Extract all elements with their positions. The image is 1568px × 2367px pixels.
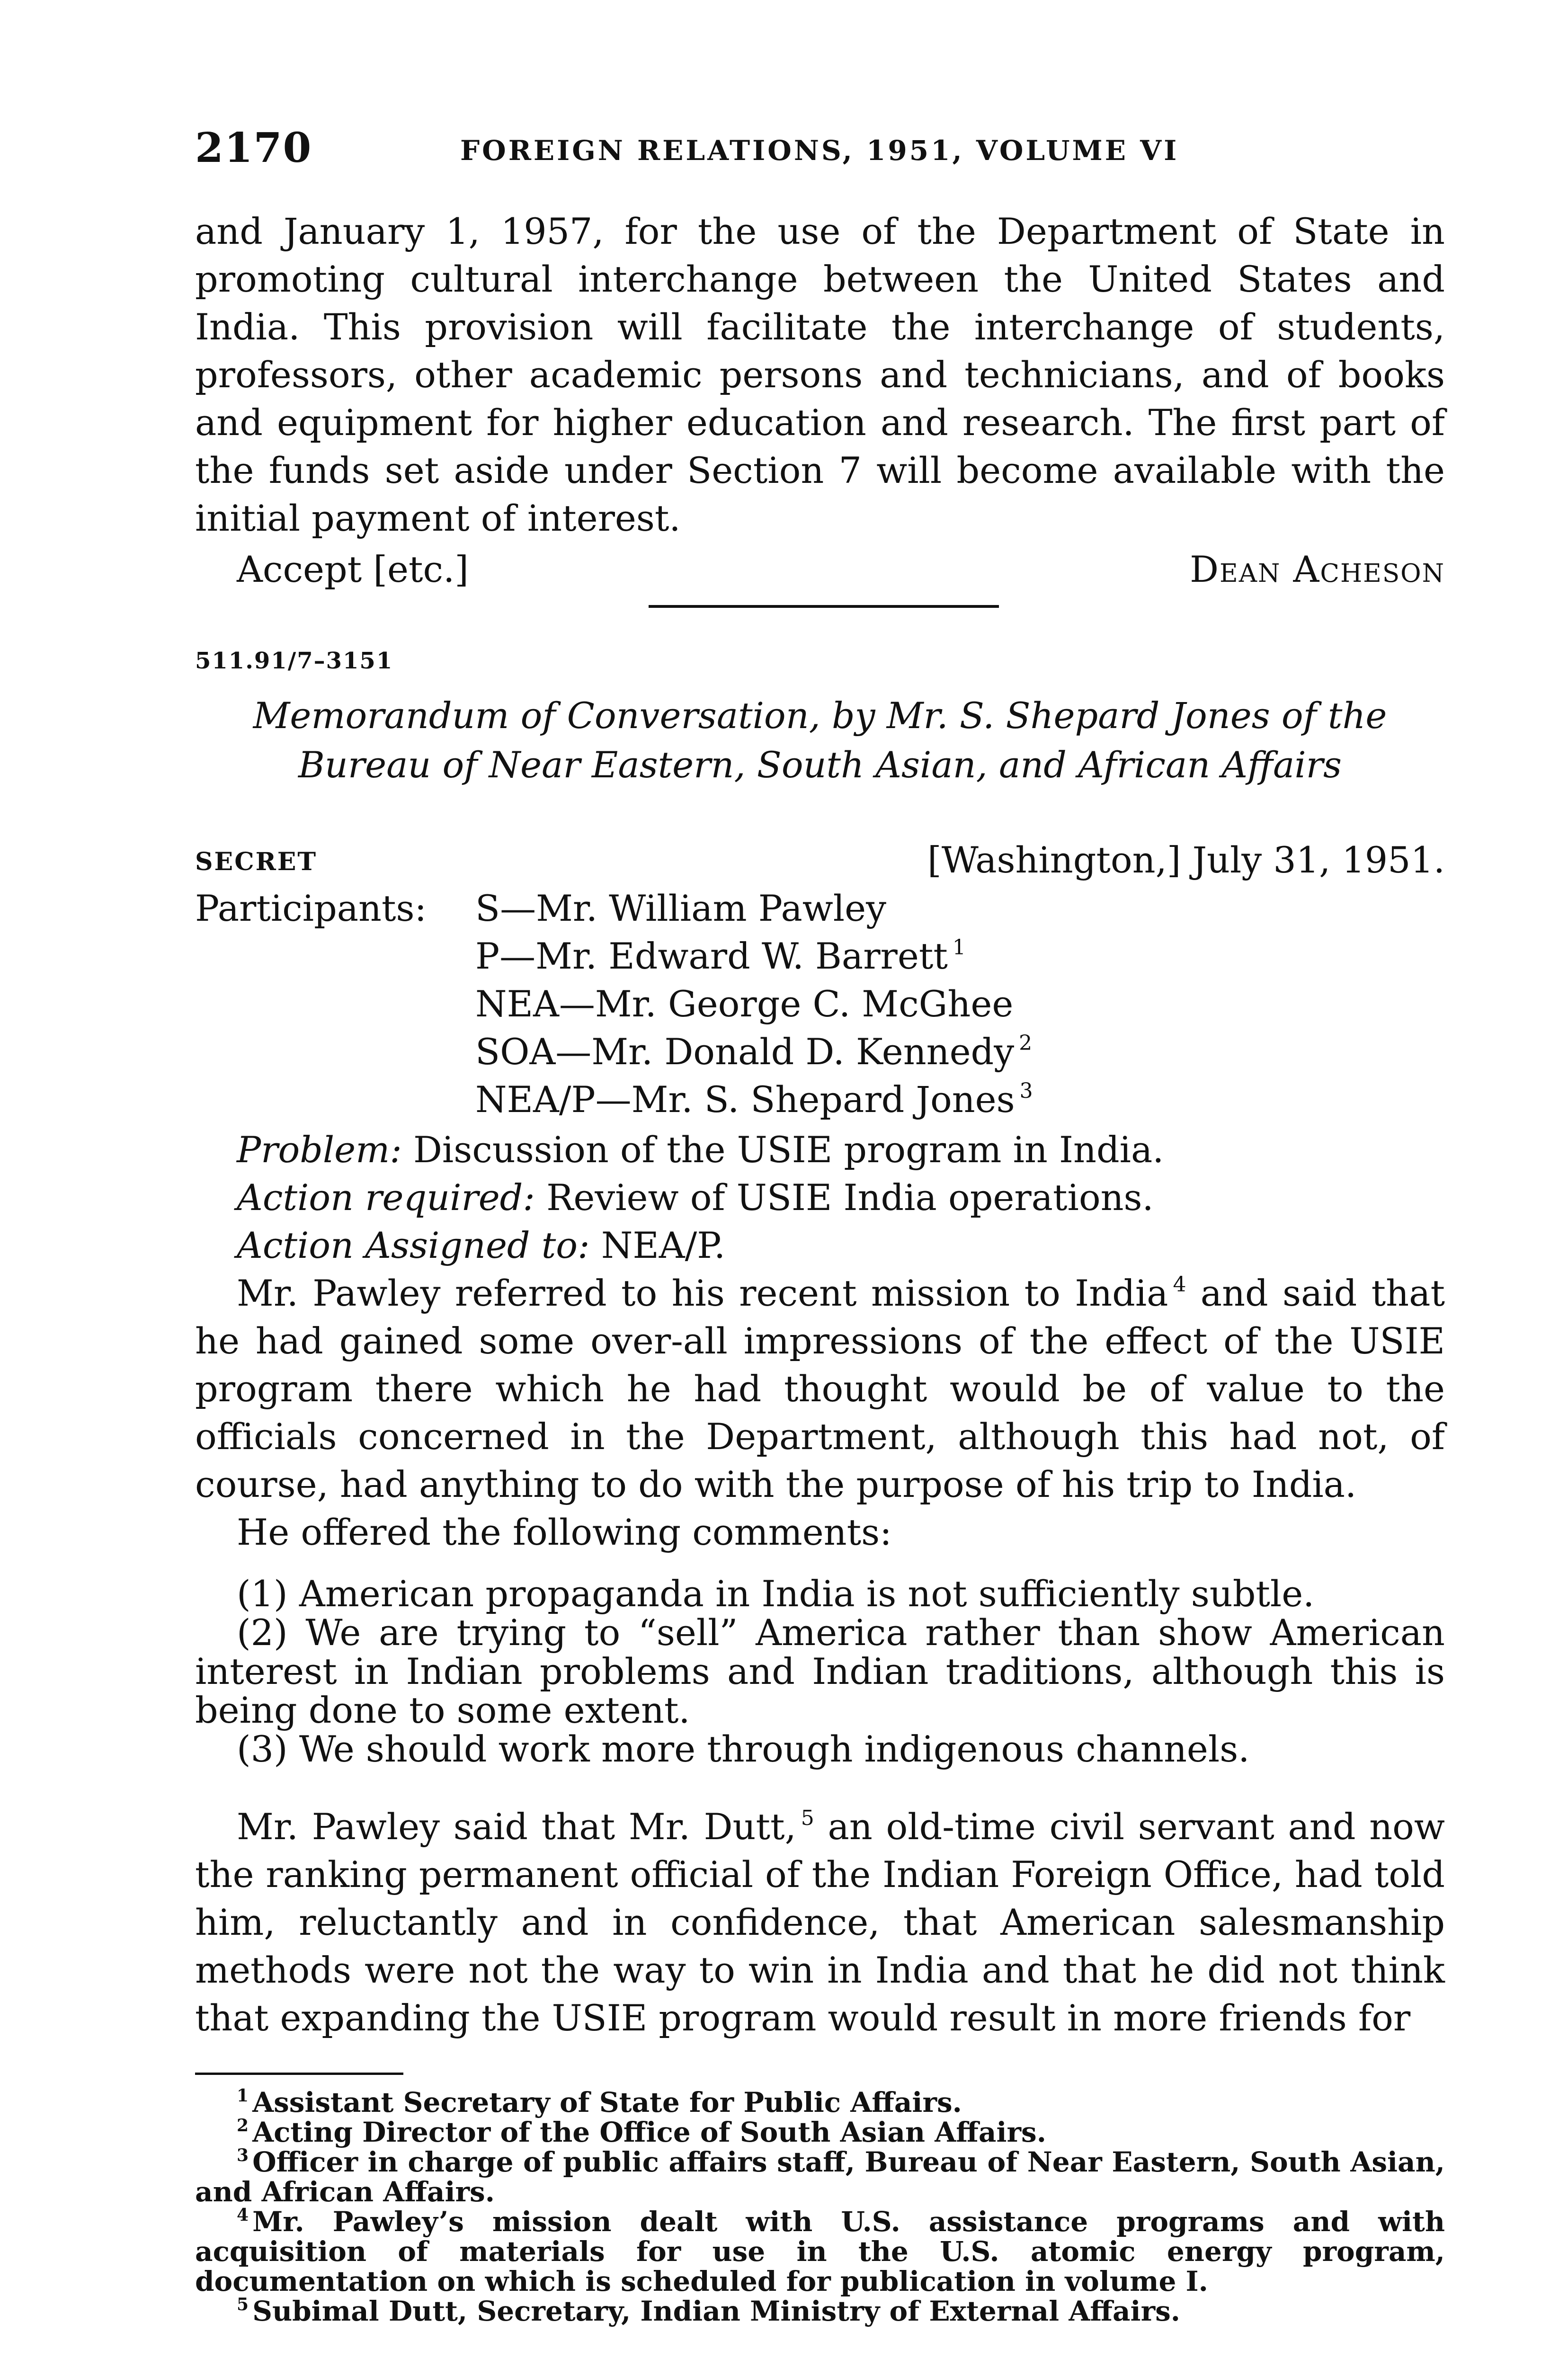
footnote bbox=[195, 2088, 1445, 2118]
participant-item bbox=[475, 884, 1033, 932]
participants-label: Participants: bbox=[195, 887, 427, 929]
comments-list bbox=[195, 1575, 1445, 1769]
footnote-text: Subimal Dutt, Secretary, Indian Ministry of External Affairs. bbox=[252, 2295, 1180, 2327]
footnote-ref: 1 bbox=[952, 935, 966, 960]
para1-end: and said that he had gained some over-all impressions of the effect of the USIE program there which he had thought would be of value to the officials concerned in the Department, although this had not, of course, had anything to do with the purpose of his trip to India. bbox=[195, 1272, 1445, 1505]
footnote bbox=[195, 2147, 1445, 2207]
participants-list bbox=[475, 884, 1033, 1123]
action-assigned-value: NEA/P. bbox=[601, 1224, 726, 1266]
problem-line bbox=[237, 1126, 1449, 1174]
problem-value: Discussion of the USIE program in India. bbox=[413, 1129, 1164, 1171]
paragraph-text bbox=[195, 1803, 1445, 2042]
continuation-text: and January 1, 1957, for the use of the Department of State in promoting cultural interchange between the United States and India. This provision will facilitate the interchange of students, professors, other academic persons and technicians, and of books and equipment for higher education and research. The first part of the funds set aside under Section 7 will become available with the initial payment of interest. bbox=[195, 210, 1445, 539]
para1-start: Mr. Pawley referred to his recent mission to India bbox=[237, 1272, 1168, 1314]
footnote bbox=[195, 2296, 1445, 2326]
signoff bbox=[195, 548, 1445, 596]
para3-end: an old-time civil servant and now the ranking permanent official of the Indian Foreign Office, had told him, reluctantly and in confidence, that American salesmanship methods were not the way to win in India and that he did not think that expanding the USIE program would result in more friends for bbox=[195, 1806, 1445, 2039]
page-number: 2170 bbox=[195, 124, 312, 172]
participant-name: NEA/P—Mr. S. Shepard Jones bbox=[475, 1078, 1015, 1121]
memo-title: Memorandum of Conversation, by Mr. S. Shepard Jones of the Bureau of Near Eastern, South Asian, and African Affairs bbox=[253, 694, 1387, 786]
paragraph-text: He offered the following comments: bbox=[237, 1511, 892, 1553]
participant-item bbox=[475, 1076, 1033, 1123]
comment-item: (3) We should work more through indigenous channels. bbox=[237, 1728, 1250, 1770]
para3-start: Mr. Pawley said that Mr. Dutt, bbox=[237, 1806, 796, 1848]
footnote-ref: 2 bbox=[1019, 1031, 1033, 1055]
body-paragraph-1 bbox=[195, 1269, 1445, 1508]
footnote-mark: 1 bbox=[237, 2086, 249, 2106]
footnote-mark: 2 bbox=[237, 2116, 249, 2136]
participant-name: S—Mr. William Pawley bbox=[475, 887, 887, 929]
classification-label: SECRET bbox=[195, 847, 318, 876]
footnote-mark: 3 bbox=[237, 2145, 249, 2165]
action-assigned-line bbox=[237, 1221, 1449, 1269]
problem-label: Problem: bbox=[237, 1129, 402, 1171]
body-paragraph-2 bbox=[195, 1508, 1445, 1556]
comment-item: (2) We are trying to “sell” America rather than show American interest in Indian problems and Indian traditions, although this is being done to some extent. bbox=[195, 1611, 1445, 1731]
footnote-ref: 4 bbox=[1173, 1272, 1186, 1297]
comment-item: (1) American propaganda in India is not sufficiently subtle. bbox=[237, 1573, 1315, 1615]
paragraph-text bbox=[195, 1269, 1445, 1508]
document-reference: 511.91/7–3151 bbox=[195, 648, 393, 674]
footnote-text: Acting Director of the Office of South Asian Affairs. bbox=[252, 2116, 1046, 2148]
footnote-mark: 5 bbox=[237, 2295, 249, 2314]
footnote-ref: 3 bbox=[1019, 1079, 1033, 1103]
participant-item bbox=[475, 980, 1033, 1028]
body-paragraph-3 bbox=[195, 1803, 1445, 2042]
footnotes bbox=[195, 2088, 1445, 2326]
participant-item bbox=[475, 1028, 1033, 1076]
classification-line bbox=[195, 839, 1445, 886]
running-head: FOREIGN RELATIONS, 1951, VOLUME VI bbox=[460, 134, 1179, 167]
footnote bbox=[195, 2207, 1445, 2296]
action-required-label: Action required: bbox=[237, 1176, 535, 1219]
participant-name: SOA—Mr. Donald D. Kennedy bbox=[475, 1031, 1015, 1073]
footnote bbox=[195, 2118, 1445, 2147]
action-assigned-label: Action Assigned to: bbox=[237, 1224, 590, 1266]
participant-name: P—Mr. Edward W. Barrett bbox=[475, 935, 948, 977]
page-header bbox=[195, 124, 1445, 176]
section-divider bbox=[649, 605, 999, 608]
footnote-text: Assistant Secretary of State for Public Affairs. bbox=[252, 2086, 962, 2118]
place-date: [Washington,] July 31, 1951. bbox=[927, 839, 1445, 881]
footnote-text: Officer in charge of public affairs staff, Bureau of Near Eastern, South Asian, and African Affairs. bbox=[195, 2146, 1445, 2208]
footnote-ref: 5 bbox=[801, 1806, 814, 1830]
continuation-paragraph bbox=[195, 207, 1445, 542]
action-required-value: Review of USIE India operations. bbox=[546, 1176, 1154, 1219]
participant-name: NEA—Mr. George C. McGhee bbox=[475, 983, 1014, 1025]
footnote-mark: 4 bbox=[237, 2205, 249, 2225]
action-required-line bbox=[237, 1174, 1449, 1221]
footnote-divider bbox=[195, 2073, 403, 2075]
signature: Dean Acheson bbox=[1190, 548, 1445, 590]
participant-item bbox=[475, 932, 1033, 980]
closing-text: Accept [etc.] bbox=[237, 548, 469, 590]
footnote-text: Mr. Pawley’s mission dealt with U.S. assistance programs and with acquisition of materials for use in the U.S. atomic energy program, documentation on which is scheduled for publication in volume I. bbox=[195, 2206, 1445, 2297]
